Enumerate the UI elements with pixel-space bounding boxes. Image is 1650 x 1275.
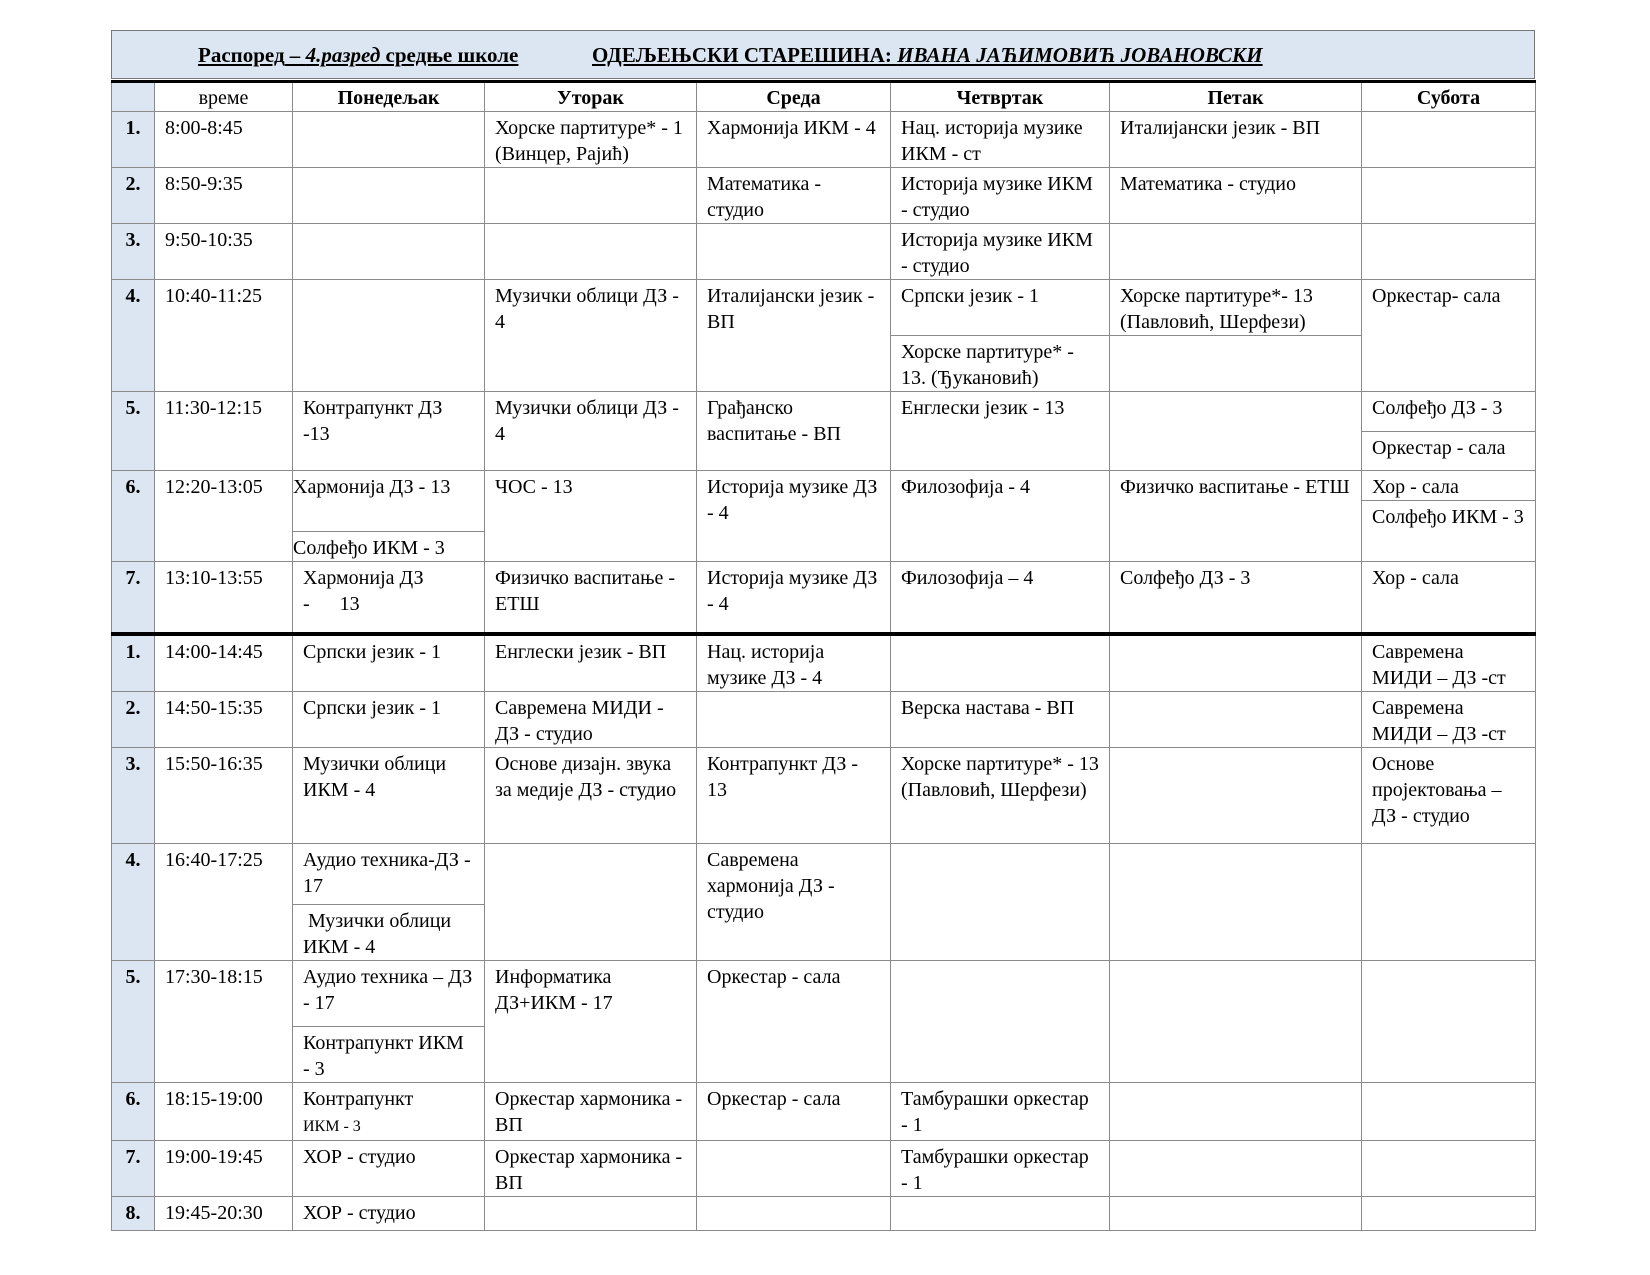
cell-mon-sub: Солфеђо ИКМ - 3	[293, 532, 485, 562]
cell-sat: Хор - сала	[1362, 471, 1536, 501]
cell-mon: Српски језик - 1	[293, 691, 485, 747]
cell-thu: Нац. историја музике ИКМ - ст	[891, 112, 1110, 168]
column-header-row	[112, 82, 1536, 112]
table-row	[112, 634, 1536, 692]
cell-fri-sub	[1110, 336, 1362, 392]
cell-wed	[697, 1196, 891, 1230]
period-number: 4.	[112, 280, 155, 392]
table-row	[112, 691, 1536, 747]
cell-mon-text: Контрапункт	[303, 1087, 414, 1110]
cell-fri: Хорске партитуре*- 13 (Павловић, Шерфези)	[1110, 280, 1362, 336]
period-number: 6.	[112, 1082, 155, 1140]
cell-tue: Оркестар хармоника - ВП	[485, 1082, 697, 1140]
cell-fri	[1110, 634, 1362, 692]
cell-mon: Хармонија ДЗ - 13	[293, 471, 485, 532]
cell-sat-sub: Оркестар - сала	[1362, 432, 1536, 471]
cell-sat	[1362, 960, 1536, 1082]
col-monday: Понедељак	[293, 82, 485, 112]
cell-mon	[293, 224, 485, 280]
cell-wed: Историја музике ДЗ - 4	[697, 562, 891, 634]
cell-sat: Солфеђо ДЗ - 3	[1362, 392, 1536, 432]
cell-wed: Хармонија ИКМ - 4	[697, 112, 891, 168]
cell-fri	[1110, 1082, 1362, 1140]
period-number: 3.	[112, 224, 155, 280]
cell-wed: Нац. историја музике ДЗ - 4	[697, 634, 891, 692]
cell-thu	[891, 960, 1110, 1082]
cell-mon: Хармонија ДЗ - 13	[293, 562, 485, 634]
cell-tue: Музички облици ДЗ - 4	[485, 392, 697, 471]
cell-mon	[293, 168, 485, 224]
cell-fri	[1110, 691, 1362, 747]
cell-mon-small: ИКМ - 3	[303, 1117, 361, 1135]
cell-sat: Основе пројектовања – ДЗ - студио	[1362, 747, 1536, 843]
cell-tue: Информатика ДЗ+ИКМ - 17	[485, 960, 697, 1082]
period-time: 14:00-14:45	[155, 634, 293, 692]
class-head: ОДЕЉЕЊСКИ СТАРЕШИНА: ИВАНА ЈАЋИМОВИЋ ЈОВАНОВСКИ	[592, 43, 1263, 67]
table-row	[112, 1196, 1536, 1230]
cell-wed: Оркестар - сала	[697, 960, 891, 1082]
cell-fri: Италијански језик - ВП	[1110, 112, 1362, 168]
cell-thu: Историја музике ИКМ - студио	[891, 224, 1110, 280]
table-row	[112, 471, 1536, 501]
schedule-title: Распоред – 4.разред средње школе	[198, 43, 519, 67]
period-time: 15:50-16:35	[155, 747, 293, 843]
cell-mon	[293, 1082, 485, 1140]
period-time: 9:50-10:35	[155, 224, 293, 280]
cell-sat	[1362, 843, 1536, 960]
cell-tue: Оркестар хармоника - ВП	[485, 1140, 697, 1196]
cell-wed	[697, 691, 891, 747]
cell-wed: Контрапункт ДЗ - 13	[697, 747, 891, 843]
cell-thu: Енглески језик - 13	[891, 392, 1110, 471]
col-wednesday: Среда	[697, 82, 891, 112]
cell-sat	[1362, 1196, 1536, 1230]
period-time: 14:50-15:35	[155, 691, 293, 747]
cell-sat	[1362, 1140, 1536, 1196]
cell-sat: Оркестар- сала	[1362, 280, 1536, 392]
cell-thu: Српски језик - 1	[891, 280, 1110, 336]
cell-fri	[1110, 747, 1362, 843]
cell-fri: Математика - студио	[1110, 168, 1362, 224]
schedule-header	[111, 30, 1535, 79]
cell-tue: Енглески језик - ВП	[485, 634, 697, 692]
cell-tue	[485, 1196, 697, 1230]
period-time: 19:00-19:45	[155, 1140, 293, 1196]
cell-tue	[485, 168, 697, 224]
col-friday: Петак	[1110, 82, 1362, 112]
cell-mon: Аудио техника-ДЗ - 17	[293, 843, 485, 904]
cell-fri	[1110, 392, 1362, 471]
cell-mon-sub: Музички облици ИКМ - 4	[293, 904, 485, 960]
table-row	[112, 562, 1536, 634]
period-time: 16:40-17:25	[155, 843, 293, 960]
period-time: 8:50-9:35	[155, 168, 293, 224]
table-row	[112, 280, 1536, 336]
cell-mon	[293, 112, 485, 168]
table-row	[112, 1082, 1536, 1140]
cell-wed: Историја музике ДЗ - 4	[697, 471, 891, 562]
cell-fri	[1110, 1196, 1362, 1230]
cell-fri: Солфеђо ДЗ - 3	[1110, 562, 1362, 634]
corner-cell	[112, 82, 155, 112]
period-time: 18:15-19:00	[155, 1082, 293, 1140]
period-number: 6.	[112, 471, 155, 562]
period-number: 7.	[112, 1140, 155, 1196]
schedule-table	[111, 80, 1536, 1231]
table-row	[112, 843, 1536, 904]
cell-thu: Хорске партитуре* - 13 (Павловић, Шерфези)	[891, 747, 1110, 843]
table-row	[112, 224, 1536, 280]
cell-wed	[697, 224, 891, 280]
cell-fri: Физичко васпитање - ЕТШ	[1110, 471, 1362, 562]
cell-tue	[485, 843, 697, 960]
class-head-name: ИВАНА ЈАЋИМОВИЋ ЈОВАНОВСКИ	[897, 43, 1263, 67]
period-number: 1.	[112, 634, 155, 692]
cell-mon-sub: Контрапункт ИКМ - 3	[293, 1026, 485, 1082]
cell-wed: Италијански језик - ВП	[697, 280, 891, 392]
cell-tue: Музички облици ДЗ - 4	[485, 280, 697, 392]
period-number: 1.	[112, 112, 155, 168]
table-row	[112, 112, 1536, 168]
period-time: 17:30-18:15	[155, 960, 293, 1082]
period-time: 10:40-11:25	[155, 280, 293, 392]
cell-thu: Тамбурашки оркестар - 1	[891, 1140, 1110, 1196]
cell-tue: ЧОС - 13	[485, 471, 697, 562]
cell-mon: Српски језик - 1	[293, 634, 485, 692]
period-number: 5.	[112, 392, 155, 471]
cell-wed: Математика - студио	[697, 168, 891, 224]
cell-tue: Физичко васпитање - ЕТШ	[485, 562, 697, 634]
cell-thu	[891, 843, 1110, 960]
cell-tue: Хорске партитуре* - 1 (Винцер, Рајић)	[485, 112, 697, 168]
cell-mon: ХОР - студио	[293, 1196, 485, 1230]
cell-mon: Аудио техника – ДЗ - 17	[293, 960, 485, 1026]
cell-sat: Савремена МИДИ – ДЗ -ст	[1362, 691, 1536, 747]
cell-mon: Контрапункт ДЗ -13	[293, 392, 485, 471]
cell-fri	[1110, 1140, 1362, 1196]
cell-sat	[1362, 1082, 1536, 1140]
cell-fri	[1110, 224, 1362, 280]
cell-sat	[1362, 168, 1536, 224]
cell-tue: Основе дизајн. звука за медије ДЗ - студио	[485, 747, 697, 843]
cell-sat	[1362, 224, 1536, 280]
col-tuesday: Уторак	[485, 82, 697, 112]
table-row	[112, 747, 1536, 843]
cell-tue: Савремена МИДИ - ДЗ - студио	[485, 691, 697, 747]
cell-thu-sub: Хорске партитуре* - 13. (Ђукановић)	[891, 336, 1110, 392]
cell-fri	[1110, 960, 1362, 1082]
period-number: 8.	[112, 1196, 155, 1230]
cell-thu	[891, 634, 1110, 692]
table-row	[112, 1140, 1536, 1196]
cell-sat: Савремена МИДИ – ДЗ -ст	[1362, 634, 1536, 692]
cell-mon: ХОР - студио	[293, 1140, 485, 1196]
cell-thu: Тамбурашки оркестар - 1	[891, 1082, 1110, 1140]
cell-tue	[485, 224, 697, 280]
cell-mon: Музички облици ИКМ - 4	[293, 747, 485, 843]
period-number: 2.	[112, 691, 155, 747]
cell-wed	[697, 1140, 891, 1196]
table-row	[112, 168, 1536, 224]
cell-sat	[1362, 112, 1536, 168]
period-time: 13:10-13:55	[155, 562, 293, 634]
col-thursday: Четвртак	[891, 82, 1110, 112]
period-number: 2.	[112, 168, 155, 224]
table-row	[112, 960, 1536, 1026]
table-row	[112, 392, 1536, 432]
period-time: 11:30-12:15	[155, 392, 293, 471]
cell-mon	[293, 280, 485, 392]
cell-wed: Савремена хармонија ДЗ - студио	[697, 843, 891, 960]
cell-sat: Хор - сала	[1362, 562, 1536, 634]
period-time: 12:20-13:05	[155, 471, 293, 562]
cell-thu: Историја музике ИКМ - студио	[891, 168, 1110, 224]
period-number: 7.	[112, 562, 155, 634]
period-time: 8:00-8:45	[155, 112, 293, 168]
period-number: 4.	[112, 843, 155, 960]
cell-thu: Верска настава - ВП	[891, 691, 1110, 747]
cell-thu: Филозофија - 4	[891, 471, 1110, 562]
period-time: 19:45-20:30	[155, 1196, 293, 1230]
period-number: 5.	[112, 960, 155, 1082]
period-number: 3.	[112, 747, 155, 843]
cell-wed: Грађанско васпитање - ВП	[697, 392, 891, 471]
col-saturday: Субота	[1362, 82, 1536, 112]
cell-sat-sub: Солфеђо ИКМ - 3	[1362, 501, 1536, 562]
col-time: време	[155, 82, 293, 112]
cell-wed: Оркестар - сала	[697, 1082, 891, 1140]
cell-thu: Филозофија – 4	[891, 562, 1110, 634]
cell-fri	[1110, 843, 1362, 960]
cell-thu	[891, 1196, 1110, 1230]
